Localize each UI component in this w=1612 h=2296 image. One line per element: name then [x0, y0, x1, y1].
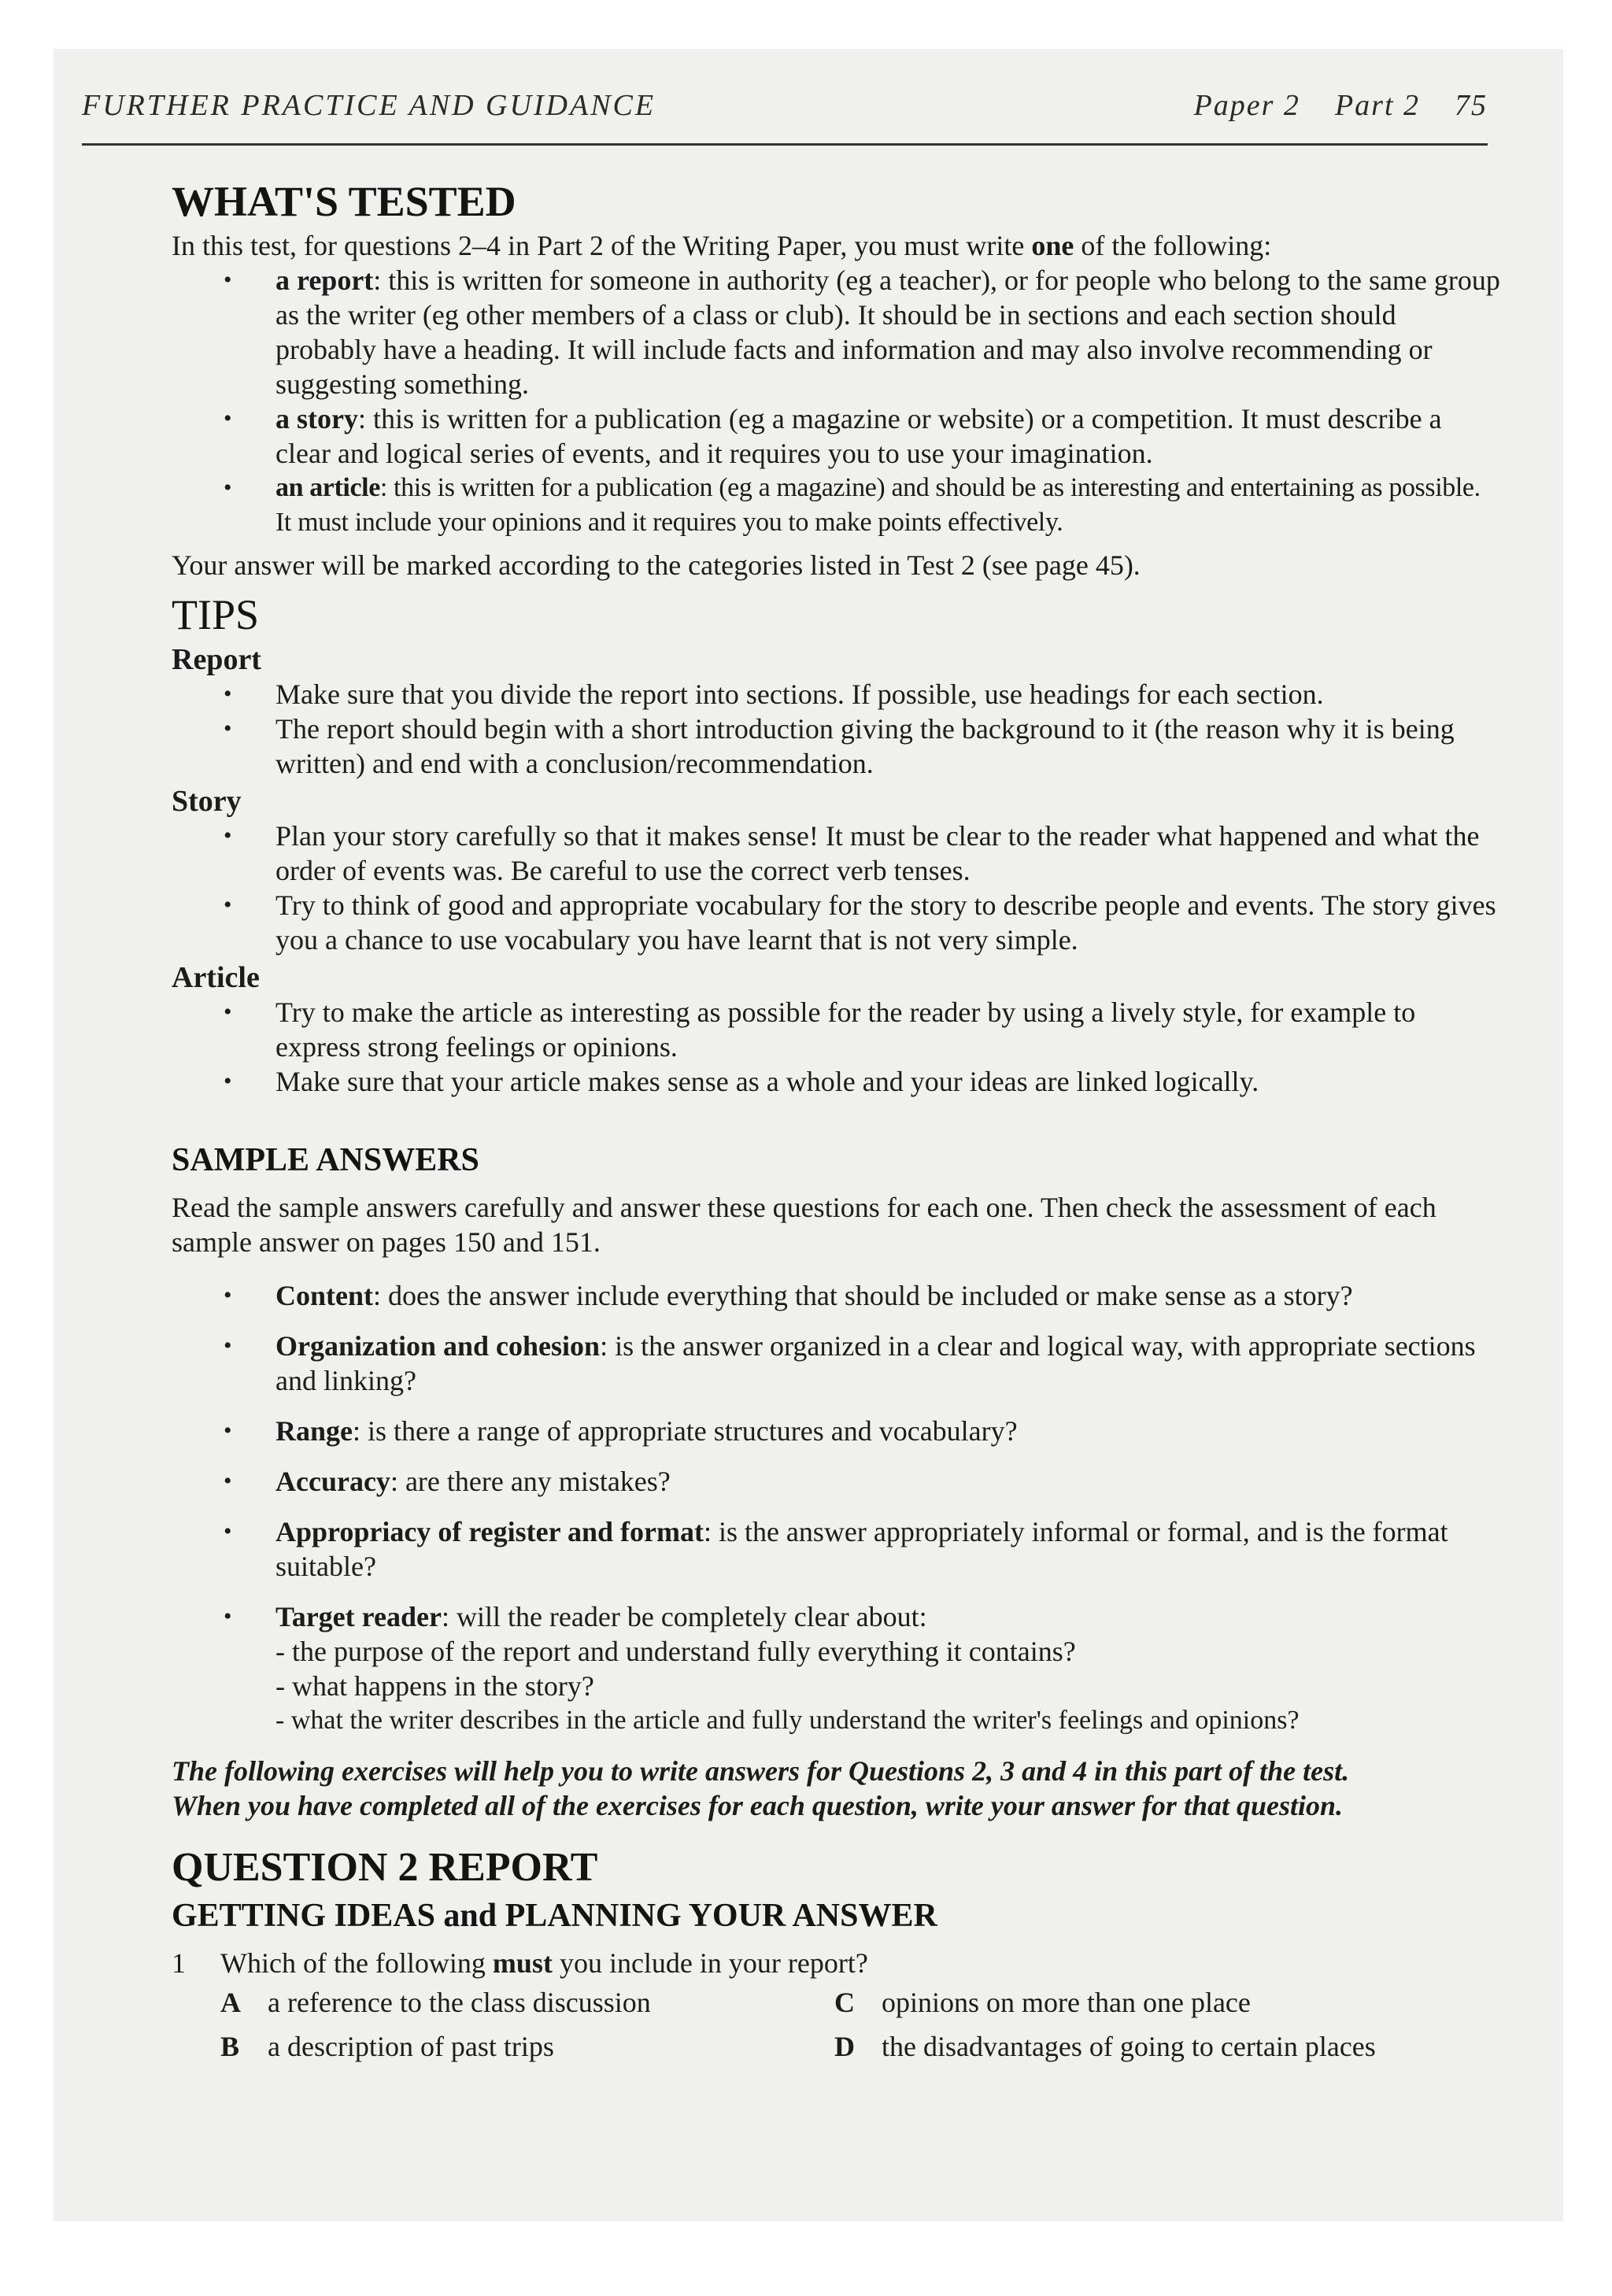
list-item: • a story: this is written for a publication (eg a magazine or website) or a competition. It must describe a clear and logical series of events, and it requires you to use your imagination.: [172, 401, 1502, 471]
tips-story-label: Story: [172, 785, 242, 818]
answer-options: [220, 1985, 1502, 2064]
paper-label: Paper 2: [1193, 89, 1300, 122]
running-head: [82, 88, 1488, 123]
list-item: • Make sure that you divide the report into sections. If possible, use headings for each section.: [172, 677, 1502, 712]
marking-note: Your answer will be marked according to the categories listed in Test 2 (see page 45).: [172, 549, 1141, 581]
page-locator: [1159, 88, 1488, 123]
list-item: • Target reader: will the reader be completely clear about: - the purpose of the report and understand fully everything it contains? - what happens in the story? - what the writer describes in the article and fully understand the writer's feelings and opinions?: [172, 1599, 1502, 1738]
option-c: C opinions on more than one place: [834, 1987, 1251, 2018]
tips-heading: TIPS: [172, 591, 260, 638]
tips-article-label: Article: [172, 961, 260, 994]
tips-article-list: [172, 995, 1502, 1099]
list-item: • an article: this is written for a publication (eg a magazine) and should be as interesting and entertaining as possible. It must include your opinions and it requires you to make points effectively.: [172, 471, 1502, 540]
target-line: - what happens in the story?: [275, 1670, 594, 1702]
tips-report-list: [172, 677, 1502, 781]
list-item: • Plan your story carefully so that it makes sense! It must be clear to the reader what happened and what the order of events was. Be careful to use the correct verb tenses.: [172, 819, 1502, 888]
closing-instruction-1: The following exercises will help you to write answers for Questions 2, 3 and 4 in this part of the test.: [172, 1755, 1350, 1787]
target-line: - what the writer describes in the article and fully understand the writer's feelings and opinions?: [275, 1706, 1300, 1735]
whats-tested-heading: WHAT'S TESTED: [172, 178, 516, 225]
assessment-criteria-list: [172, 1278, 1502, 1738]
list-item: • Accuracy: are there any mistakes?: [172, 1464, 1502, 1499]
section-title: FURTHER PRACTICE AND GUIDANCE: [82, 89, 656, 122]
list-item: • a report: this is written for someone in authority (eg a teacher), or for people who belong to the same group as the writer (eg other members of a class or club). It should be in sections and each section should probably have a heading. It will include facts and information and may also involve recommending or suggesting something.: [172, 263, 1502, 401]
page-content: [172, 175, 1502, 2064]
list-item: • Appropriacy of register and format: is the answer appropriately informal or formal, and is the format suitable?: [172, 1514, 1502, 1584]
tips-report-label: Report: [172, 643, 261, 676]
list-item: • The report should begin with a short introduction giving the background to it (the reason why it is being written) and end with a conclusion/recommendation.: [172, 712, 1502, 781]
closing-instruction-2: When you have completed all of the exercises for each question, write your answer for that question.: [172, 1790, 1344, 1821]
task-type-list: [172, 263, 1502, 540]
list-item: • Make sure that your article makes sense as a whole and your ideas are linked logically.: [172, 1064, 1502, 1099]
sample-answers-heading: SAMPLE ANSWERS: [172, 1142, 479, 1178]
question-2-heading: QUESTION 2 REPORT: [172, 1845, 598, 1890]
option-b: B a description of past trips: [220, 2031, 554, 2062]
target-line: - the purpose of the report and understand fully everything it contains?: [275, 1636, 1076, 1667]
list-item: • Organization and cohesion: is the answer organized in a clear and logical way, with appropriate sections and linking?: [172, 1329, 1502, 1398]
list-item: • Try to make the article as interesting as possible for the reader by using a lively style, for example to express strong feelings or opinions.: [172, 995, 1502, 1064]
tips-story-list: [172, 819, 1502, 957]
part-label: Part 2: [1334, 89, 1420, 122]
whats-tested-intro: In this test, for questions 2–4 in Part 2 of the Writing Paper, you must write one of the following:: [172, 230, 1272, 261]
option-a: A a reference to the class discussion: [220, 1987, 651, 2018]
list-item: • Range: is there a range of appropriate structures and vocabulary?: [172, 1414, 1502, 1448]
list-item: • Try to think of good and appropriate vocabulary for the story to describe people and events. The story gives you a chance to use vocabulary you have learnt that is not very simple.: [172, 888, 1502, 957]
question-number: 1: [172, 1947, 186, 1979]
page-number: 75: [1455, 89, 1488, 122]
sample-answers-intro: Read the sample answers carefully and answer these questions for each one. Then check the assessment of each sample answer on pages 150 and 151.: [172, 1192, 1436, 1258]
option-d: D the disadvantages of going to certain places: [834, 2031, 1376, 2062]
header-rule: [82, 143, 1488, 146]
question-1: 1 Which of the following must you include in your report?: [172, 1947, 868, 1979]
planning-subheading: GETTING IDEAS and PLANNING YOUR ANSWER: [172, 1898, 937, 1934]
list-item: • Content: does the answer include everything that should be included or make sense as a story?: [172, 1278, 1502, 1313]
